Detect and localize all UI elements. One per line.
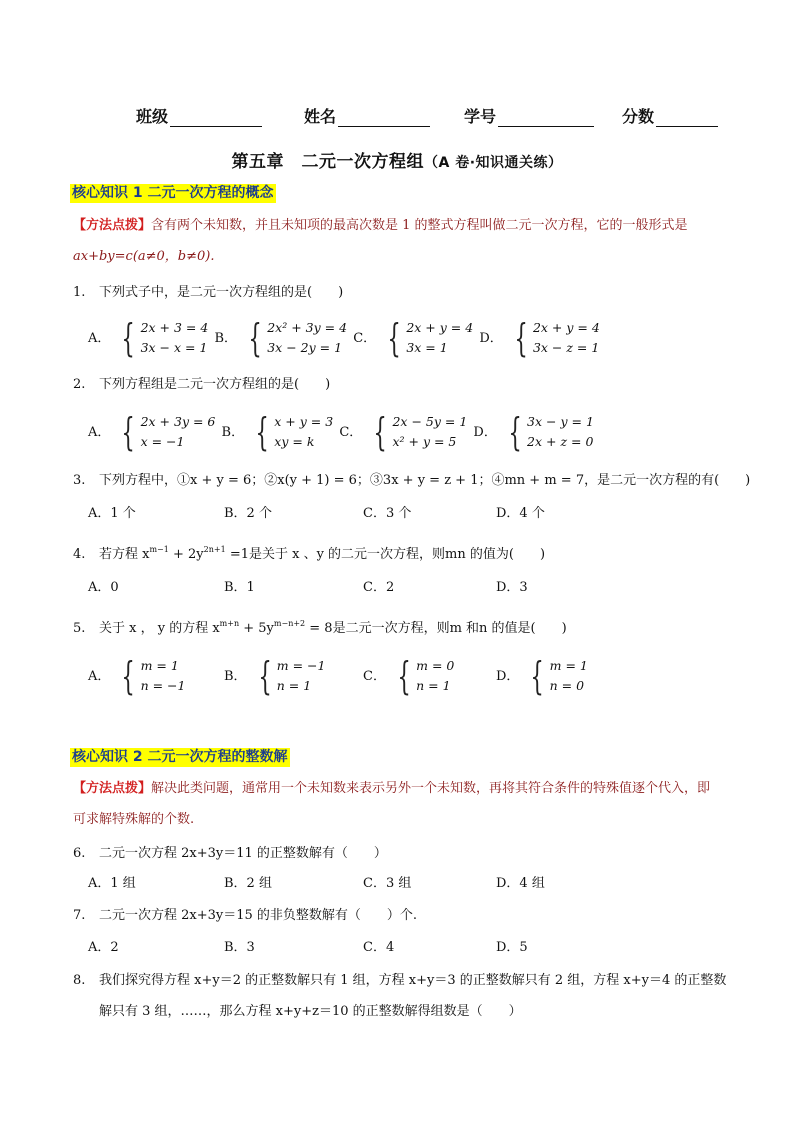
equation: x + y = 3: [274, 414, 334, 429]
q6-option-c[interactable]: C．3 组: [363, 876, 412, 891]
equation: 2x − 5y = 1: [392, 414, 468, 429]
option-label: D．: [496, 668, 520, 684]
equation: 2x + z = 0: [527, 434, 594, 449]
equation: m = −1: [276, 658, 326, 673]
equation-system: { 3x − y = 1 2x + z = 0: [508, 410, 594, 454]
question-7: [73, 906, 417, 926]
equation: 2x + y = 4: [532, 320, 600, 335]
question-4: [73, 540, 545, 565]
option-label: A．: [88, 668, 111, 684]
q1-options: [88, 318, 600, 358]
option-label[interactable]: D．: [473, 424, 497, 440]
option-label[interactable]: C．: [353, 330, 377, 346]
score-label: 分数: [622, 107, 655, 126]
q4-option-c[interactable]: C．2: [363, 580, 395, 595]
class-label: 班级: [136, 107, 169, 126]
equation: m = 1: [549, 658, 588, 673]
question-stem: + 5y: [239, 621, 274, 636]
equation: x² + y = 5: [392, 434, 457, 449]
option-label: B．: [224, 668, 247, 684]
option-label[interactable]: B．: [214, 330, 238, 346]
question-stem: 二元一次方程 2x+3y＝11 的正整数解有（ ）: [99, 846, 387, 861]
equation: 2x² + 3y = 4: [267, 320, 348, 335]
option-label[interactable]: B．: [221, 424, 245, 440]
question-5: [73, 614, 567, 639]
question-2: [73, 375, 330, 395]
equation: 3x − z = 1: [532, 340, 600, 355]
id-field: [464, 104, 594, 127]
question-number: 6.: [73, 846, 86, 861]
q5-option-c[interactable]: [363, 656, 454, 696]
question-number: 5.: [73, 621, 86, 636]
question-stem: 若方程 x: [99, 547, 150, 562]
question-number: 1.: [73, 285, 86, 300]
q5-option-d[interactable]: [496, 656, 588, 696]
exponent: m−1: [149, 545, 169, 554]
option-label[interactable]: A．: [88, 330, 111, 346]
equation-system: { 2x + y = 4 3x − z = 1: [514, 316, 600, 360]
equation: m = 1: [140, 658, 179, 673]
q2-options: [88, 412, 594, 452]
question-1: [73, 283, 343, 303]
equation: n = 1: [276, 678, 312, 693]
score-field: [622, 104, 718, 127]
question-stem: + 2y: [168, 547, 204, 562]
option-label[interactable]: A．: [88, 424, 111, 440]
id-blank[interactable]: [498, 109, 594, 127]
section1-method: [73, 210, 723, 272]
equation-system: { m = −1 n = 1: [258, 654, 326, 698]
method-formula: ax+by=c(a≠0，b≠0).: [73, 249, 215, 264]
method-text: 解决此类问题，通常用一个未知数来表示另外一个未知数，再将其符合条件的特殊值逐个代入，即可求解特殊解的个数.: [73, 781, 711, 827]
equation: 3x − x = 1: [140, 340, 208, 355]
method-tag: 【方法点拨】: [73, 218, 152, 233]
exponent: m+n: [219, 619, 240, 628]
question-number: 2.: [73, 377, 86, 392]
q7-option-d[interactable]: D．5: [496, 940, 528, 955]
q4-option-d[interactable]: D．3: [496, 580, 528, 595]
class-field: [136, 104, 262, 127]
q6-option-b[interactable]: B．2 组: [224, 876, 272, 891]
option-label[interactable]: C．: [339, 424, 363, 440]
question-stem: 下列方程中，①x + y = 6；②x(y + 1) = 6；③3x + y = z + 1；④mn + m = 7，是二元一次方程的有( ): [99, 473, 751, 488]
equation-system: { 2x + 3 = 4 3x − x = 1: [121, 316, 209, 360]
question-6: [73, 844, 387, 864]
section1-heading: 核心知识 1 二元一次方程的概念: [72, 185, 274, 201]
equation-system: { m = 1 n = 0: [530, 654, 588, 698]
equation: x = −1: [140, 434, 185, 449]
equation-system: { 2x² + 3y = 4 3x − 2y = 1: [248, 316, 348, 360]
option-label: C．: [363, 668, 386, 684]
question-stem: 我们探究得方程 x+y＝2 的正整数解只有 1 组，方程 x+y＝3 的正整数解只有 2 组，方程 x+y＝4 的正整数解只有 3 组，……，那么方程 x+y+z＝10 的正整数解得组数是（ ）: [99, 973, 727, 1019]
question-8: [73, 965, 728, 1027]
question-number: 4.: [73, 547, 86, 562]
question-stem: =1是关于 x 、y 的二元一次方程，则mn 的值为( ): [225, 547, 546, 562]
equation-system: { 2x − 5y = 1 x² + y = 5: [373, 410, 468, 454]
method-tag: 【方法点拨】: [73, 781, 152, 796]
equation: 2x + 3y = 6: [140, 414, 216, 429]
q3-option-a[interactable]: A．1 个: [88, 506, 136, 521]
equation: 3x = 1: [406, 340, 448, 355]
id-label: 学号: [464, 107, 497, 126]
q4-option-a[interactable]: A．0: [88, 580, 119, 595]
q5-option-a[interactable]: [88, 656, 185, 696]
question-stem: = 8是二元一次方程，则m 和n 的值是( ): [305, 621, 567, 636]
q4-option-b[interactable]: B．1: [224, 580, 255, 595]
question-stem: 二元一次方程 2x+3y＝15 的非负整数解有（ ）个.: [99, 908, 418, 923]
equation-system: { 2x + 3y = 6 x = −1: [121, 410, 216, 454]
method-text: 含有两个未知数，并且未知项的最高次数是 1 的整式方程叫做二元一次方程，它的一般形式是: [151, 218, 688, 233]
exponent: 2n+1: [203, 545, 226, 554]
question-number: 8.: [73, 973, 86, 988]
q3-option-d[interactable]: D．4 个: [496, 506, 545, 521]
student-info-header: [0, 104, 794, 130]
equation: 2x + y = 4: [406, 320, 474, 335]
name-blank[interactable]: [338, 109, 430, 127]
name-label: 姓名: [304, 107, 337, 126]
option-label[interactable]: D．: [479, 330, 503, 346]
question-number: 7.: [73, 908, 86, 923]
q6-option-d[interactable]: D．4 组: [496, 876, 545, 891]
equation-system: { x + y = 3 xy = k: [255, 410, 334, 454]
title-main: 第五章 二元一次方程组: [231, 152, 424, 172]
equation: n = 1: [416, 678, 451, 693]
title-sub: （A 卷·知识通关练）: [423, 155, 563, 171]
equation: 3x − 2y = 1: [267, 340, 343, 355]
equation: 3x − y = 1: [527, 414, 594, 429]
equation-system: { m = 0 n = 1: [397, 654, 455, 698]
page-title: [0, 147, 794, 172]
section2-heading: 核心知识 2 二元一次方程的整数解: [72, 749, 288, 765]
equation: n = 0: [549, 678, 585, 693]
question-stem: 下列方程组是二元一次方程组的是( ): [99, 377, 331, 392]
score-blank[interactable]: [656, 109, 718, 127]
name-field: [304, 104, 430, 127]
exponent: m−n+2: [273, 619, 306, 628]
q6-option-a[interactable]: A．1 组: [88, 876, 136, 891]
question-3: [73, 471, 750, 491]
equation-system: { 2x + y = 4 3x = 1: [387, 316, 474, 360]
equation-system: { m = 1 n = −1: [121, 654, 186, 698]
q7-option-a[interactable]: A．2: [88, 940, 119, 955]
section2-method: [73, 773, 723, 835]
q3-option-b[interactable]: B．2 个: [224, 506, 272, 521]
equation: m = 0: [416, 658, 455, 673]
equation: xy = k: [274, 434, 315, 449]
q5-option-b[interactable]: [224, 656, 325, 696]
q3-option-c[interactable]: C．3 个: [363, 506, 412, 521]
q7-option-c[interactable]: C．4: [363, 940, 395, 955]
question-stem: 下列式子中，是二元一次方程组的是( ): [99, 285, 344, 300]
equation: n = −1: [140, 678, 186, 693]
question-stem: 关于 x ， y 的方程 x: [99, 621, 220, 636]
class-blank[interactable]: [170, 109, 262, 127]
question-number: 3.: [73, 473, 86, 488]
q7-option-b[interactable]: B．3: [224, 940, 255, 955]
equation: 2x + 3 = 4: [140, 320, 209, 335]
